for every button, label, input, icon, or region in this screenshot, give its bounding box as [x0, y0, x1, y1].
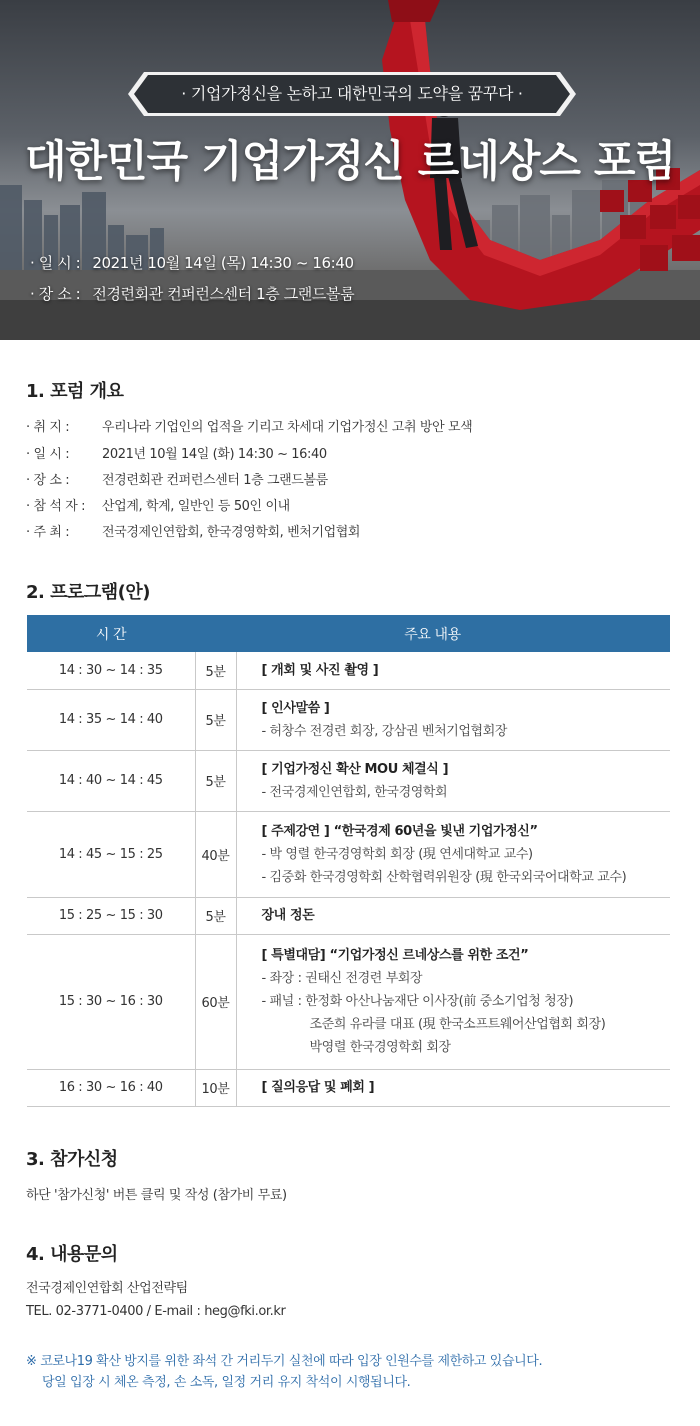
overview-value: 우리나라 기업인의 업적을 기리고 차세대 기업가정신 고취 방안 모색	[102, 420, 473, 435]
overview-row-purpose	[26, 416, 472, 435]
overview-label: · 일 시 :	[26, 447, 70, 462]
row-content	[236, 897, 670, 934]
row-detail: 박영렬 한국경영학회 회장	[309, 1040, 451, 1055]
row-heading: [ 기업가정신 확산 MOU 체결식 ]	[261, 761, 449, 777]
overview-row-date	[26, 443, 327, 462]
hero-subtitle: · 기업가정신을 논하고 대한민국의 도약을 꿈꾸다 ·	[181, 84, 523, 103]
overview-label: · 참 석 자 :	[26, 499, 86, 514]
row-duration: 5분	[195, 750, 236, 811]
row-content	[236, 689, 670, 750]
overview-label: · 취 지 :	[26, 420, 70, 435]
overview-value: 2021년 10월 14일 (화) 14:30 ~ 16:40	[102, 447, 327, 462]
table-row	[27, 689, 670, 750]
hero-date-row	[30, 252, 354, 273]
row-heading: [ 질의응답 및 폐회 ]	[261, 1080, 375, 1095]
hero-venue-row	[30, 283, 354, 304]
row-heading: [ 개회 및 사진 촬영 ]	[261, 662, 379, 678]
row-duration: 60분	[195, 934, 236, 1069]
overview-label: · 장 소 :	[26, 473, 70, 488]
row-heading: 장내 정돈	[261, 908, 315, 923]
row-heading: [ 인사말씀 ]	[261, 700, 330, 716]
overview-row-host	[26, 521, 360, 540]
table-row	[27, 934, 670, 1069]
program-title: 2. 프로그램(안)	[26, 582, 151, 603]
row-detail: - 박 영렬 한국경영학회 회장 (現 연세대학교 교수)	[261, 846, 533, 862]
row-duration: 5분	[195, 689, 236, 750]
row-time: 15 : 30 ~ 16 : 30	[27, 934, 195, 1069]
table-row	[27, 652, 670, 689]
row-content	[236, 750, 670, 811]
col-content-header: 주요 내용	[195, 615, 670, 652]
row-time: 14 : 30 ~ 14 : 35	[27, 652, 195, 689]
row-time: 14 : 45 ~ 15 : 25	[27, 811, 195, 897]
row-detail: - 좌장 : 권태신 전경련 부회장	[261, 971, 423, 986]
program-table	[27, 615, 670, 1107]
hero-venue-label: · 장 소 :	[30, 285, 81, 303]
covid-notice-line2: 당일 입장 시 체온 측정, 손 소독, 일정 거리 유지 착석이 시행됩니다.	[42, 1375, 411, 1390]
row-duration: 5분	[195, 897, 236, 934]
row-time: 14 : 40 ~ 14 : 45	[27, 750, 195, 811]
row-content	[236, 934, 670, 1069]
overview-value: 산업계, 학계, 일반인 등 50인 이내	[102, 499, 290, 514]
table-row	[27, 897, 670, 934]
apply-text: 하단 '참가신청' 버튼 클릭 및 작성 (참가비 무료)	[26, 1188, 287, 1203]
row-content	[236, 811, 670, 897]
hero-date-value: 2021년 10월 14일 (목) 14:30 ~ 16:40	[92, 254, 354, 272]
apply-title: 3. 참가신청	[26, 1149, 118, 1170]
overview-row-attendees	[26, 495, 290, 514]
row-heading: [ 주제강연 ] “한국경제 60년을 빛낸 기업가정신”	[261, 823, 538, 839]
hero-banner	[0, 0, 700, 340]
contact-title: 4. 내용문의	[26, 1244, 118, 1265]
table-row	[27, 750, 670, 811]
contact-tel-email: TEL. 02-3771-0400 / E-mail : heg@fki.or.kr	[26, 1304, 286, 1319]
row-duration: 40분	[195, 811, 236, 897]
row-detail: - 패널 : 한정화 아산나눔재단 이사장(前 중소기업청 청장)	[261, 994, 574, 1009]
overview-title: 1. 포럼 개요	[26, 381, 124, 402]
table-row	[27, 1069, 670, 1106]
program-table-header	[27, 615, 670, 652]
col-time-header: 시 간	[27, 615, 195, 652]
row-time: 14 : 35 ~ 14 : 40	[27, 689, 195, 750]
covid-notice-line1: ※ 코로나19 확산 방지를 위한 좌석 간 거리두기 실천에 따라 입장 인원수를 제한하고 있습니다.	[26, 1354, 543, 1369]
hero-date-label: · 일 시 :	[30, 254, 81, 272]
hero-title: 대한민국 기업가정신 르네상스 포럼	[25, 137, 675, 187]
hero-venue-value: 전경련회관 컨퍼런스센터 1층 그랜드볼룸	[92, 285, 355, 303]
overview-label: · 주 최 :	[26, 525, 70, 540]
row-time: 16 : 30 ~ 16 : 40	[27, 1069, 195, 1106]
overview-value: 전경련회관 컨퍼런스센터 1층 그랜드볼룸	[102, 473, 328, 488]
row-duration: 10분	[195, 1069, 236, 1106]
row-detail: - 김중화 한국경영학회 산학협력위원장 (現 한국외국어대학교 교수)	[261, 869, 627, 885]
row-detail: 조준희 유라클 대표 (現 한국소프트웨어산업협회 회장)	[309, 1017, 606, 1032]
row-content	[236, 1069, 670, 1106]
row-content	[236, 652, 670, 689]
row-duration: 5분	[195, 652, 236, 689]
row-detail: - 허창수 전경련 회장, 강삼권 벤처기업협회장	[261, 723, 508, 739]
overview-row-venue	[26, 469, 328, 488]
row-heading: [ 특별대담] “기업가정신 르네상스를 위한 조건”	[261, 948, 529, 963]
row-detail: - 전국경제인연합회, 한국경영학회	[261, 784, 448, 800]
overview-value: 전국경제인연합회, 한국경영학회, 벤처기업협회	[102, 525, 361, 540]
row-time: 15 : 25 ~ 15 : 30	[27, 897, 195, 934]
contact-org: 전국경제인연합회 산업전략팀	[26, 1281, 188, 1296]
table-row	[27, 811, 670, 897]
